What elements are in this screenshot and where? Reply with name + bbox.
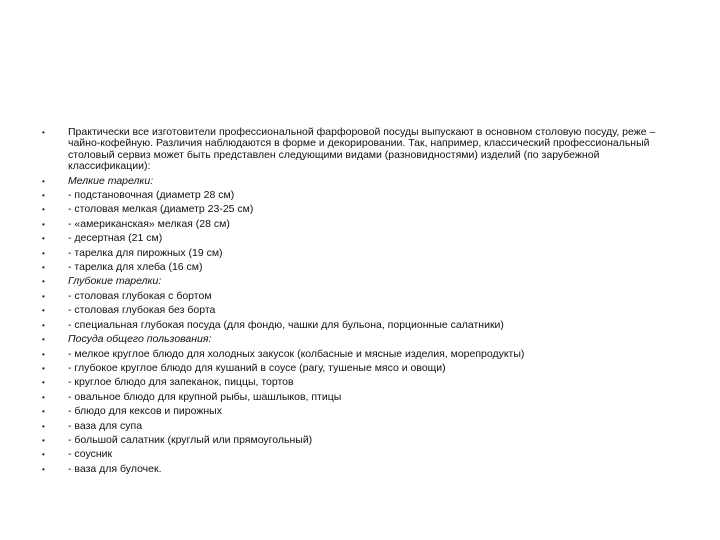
list-item-text: - тарелка для хлеба (16 см) [68,261,203,274]
bullet-icon: • [42,128,45,137]
list-item [40,449,680,460]
list-item [40,435,680,446]
bullet-icon: • [42,234,45,244]
list-item [40,305,680,316]
bullet-icon: • [42,450,45,460]
list-item-text: - овальное блюдо для крупной рыбы, шашлыков, птицы [68,390,342,403]
list-item [40,204,680,215]
bullet-icon: • [42,176,45,186]
bullet-icon: • [42,291,45,301]
list-item-text: - столовая мелкая (диаметр 23-25 см) [68,203,254,216]
list-item [40,421,680,432]
list-item-text: Практически все изготовители профессиональной фарфоровой посуды выпускают в основном столовую посуду, реже – чайно-кофейную. Различия наблюдаются в форме и декорировании. Так, например, классический профессиональный столовый сервиз может быть представлен следующими видами (разновидностями) изделий (по зарубежной классификации): [68,126,656,173]
list-item-text: - «американская» мелкая (28 см) [68,217,230,230]
list-item-text: - мелкое круглое блюдо для холодных закусок (колбасные и мясные изделия, морепродукты) [68,347,525,360]
list-item-text: - столовая глубокая без борта [68,304,216,317]
list-item-text: - круглое блюдо для запеканок, пиццы, тортов [68,376,294,389]
list-item [40,127,680,173]
bullet-icon: • [42,191,45,201]
list-heading [40,176,680,187]
bullet-icon: • [42,335,45,345]
bullet-icon: • [42,263,45,273]
list-item-text: - ваза для супа [68,419,143,432]
list-item [40,190,680,201]
bullet-list [40,127,680,478]
list-item-text: - специальная глубокая посуда (для фондю, чашки для бульона, порционные салатники) [68,318,504,331]
list-item [40,248,680,259]
bullet-icon: • [42,378,45,388]
list-item [40,219,680,230]
list-heading [40,276,680,287]
list-item [40,320,680,331]
bullet-icon: • [42,407,45,417]
bullet-icon: • [42,277,45,287]
list-item [40,406,680,417]
list-item-text: - подстановочная (диаметр 28 см) [68,189,235,202]
bullet-icon: • [42,435,45,445]
list-item [40,464,680,475]
list-item-text: - столовая глубокая с бортом [68,289,212,302]
list-item-text: - большой салатник (круглый или прямоугольный) [68,433,313,446]
bullet-icon: • [42,363,45,373]
list-item [40,262,680,273]
list-item [40,363,680,374]
list-item [40,377,680,388]
bullet-icon: • [42,248,45,258]
list-item-text: Мелкие тарелки: [68,174,154,187]
list-item-text: - глубокое круглое блюдо для кушаний в соусе (рагу, тушеные мясо и овощи) [68,361,446,374]
bullet-icon: • [42,205,45,215]
bullet-icon: • [42,349,45,359]
list-item-text: - соусник [68,448,113,461]
list-item-text: Посуда общего пользования: [68,333,212,346]
list-item [40,392,680,403]
list-item-text: - ваза для булочек. [68,462,162,475]
bullet-icon: • [42,421,45,431]
bullet-icon: • [42,392,45,402]
bullet-icon: • [42,219,45,229]
list-item-text: - тарелка для пирожных (19 см) [68,246,223,259]
list-item-text: Глубокие тарелки: [68,275,162,288]
list-item [40,233,680,244]
bullet-icon: • [42,320,45,330]
list-item [40,291,680,302]
bullet-icon: • [42,464,45,474]
bullet-icon: • [42,306,45,316]
list-heading [40,334,680,345]
list-item-text: - блюдо для кексов и пирожных [68,405,222,418]
list-item-text: - десертная (21 см) [68,232,163,245]
list-item [40,349,680,360]
